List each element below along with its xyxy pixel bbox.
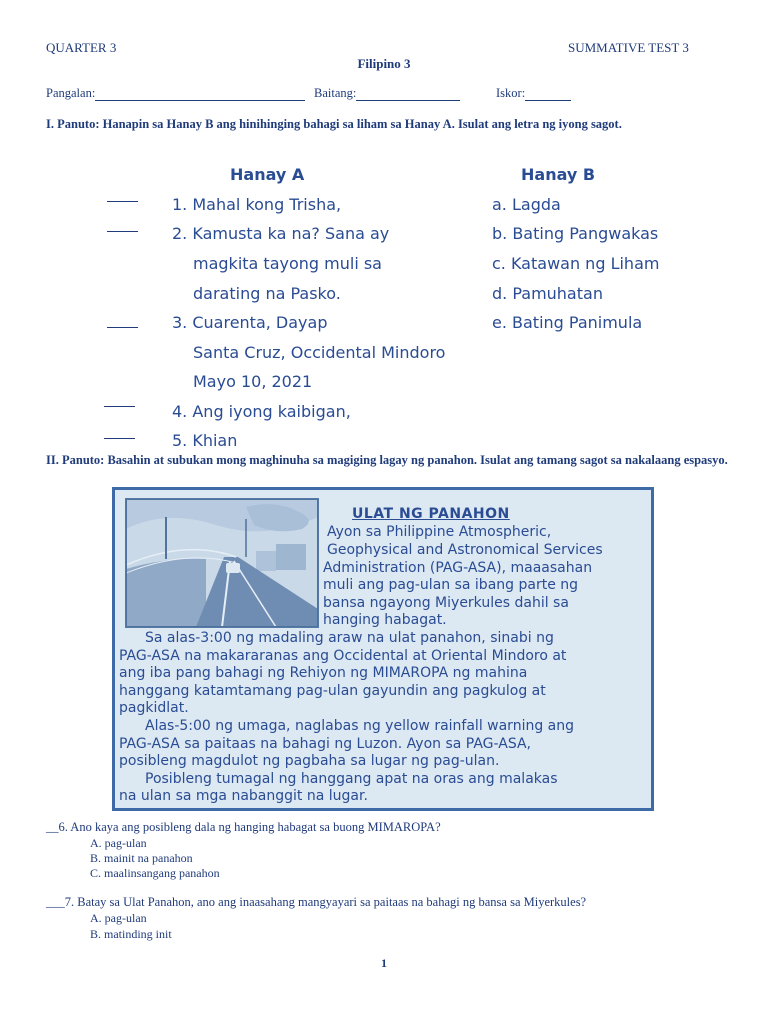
column-a-title: Hanay A bbox=[230, 165, 305, 184]
subject-title: Filipino 3 bbox=[357, 56, 411, 71]
report-line: hanging habagat. bbox=[323, 612, 447, 628]
answer-blank-4[interactable] bbox=[104, 406, 135, 407]
question-6-option-b: B. mainit na panahon bbox=[90, 851, 193, 865]
column-a-item: 2. Kamusta ka na? Sana ay bbox=[172, 224, 390, 243]
answer-blank-2[interactable] bbox=[107, 231, 138, 232]
grade-field bbox=[314, 86, 460, 101]
report-line: Alas-5:00 ng umaga, naglabas ng yellow rainfall warning ang bbox=[145, 718, 575, 734]
column-a-item: darating na Pasko. bbox=[193, 284, 341, 303]
column-a-item: 1. Mahal kong Trisha, bbox=[172, 195, 342, 214]
column-b-title: Hanay B bbox=[521, 165, 596, 184]
report-line: posibleng magdulot ng pagbaha sa lugar ng pag-ulan. bbox=[119, 753, 500, 769]
report-line: Ayon sa Philippine Atmospheric, bbox=[327, 524, 552, 540]
question-7-text: 7. Batay sa Ulat Panahon, ano ang inaasahang mangyayari sa paitaas na bahagi ng bansa sa Miyerkules? bbox=[64, 895, 587, 909]
question-6 bbox=[46, 820, 441, 835]
name-blank[interactable] bbox=[95, 88, 305, 101]
report-line: muli ang pag-ulan sa ibang parte ng bbox=[323, 577, 579, 593]
question-6-option-c: C. maalinsangang panahon bbox=[90, 866, 220, 880]
test-label: SUMMATIVE TEST 3 bbox=[568, 40, 689, 55]
answer-blank-3[interactable] bbox=[107, 327, 138, 328]
report-line: PAG-ASA na makararanas ang Occidental at Oriental Mindoro at bbox=[119, 648, 567, 664]
report-line: Sa alas-3:00 ng madaling araw na ulat panahon, sinabi ng bbox=[145, 630, 554, 646]
score-blank[interactable] bbox=[525, 88, 571, 101]
part2-instruction: II. Panuto: Basahin at subukan mong maghinuha sa magiging lagay ng panahon. Isulat ang tamang sagot sa nakalaang espasyo. bbox=[46, 453, 728, 467]
column-b-item: c. Katawan ng Liham bbox=[492, 254, 660, 273]
column-a-item: Santa Cruz, Occidental Mindoro bbox=[193, 343, 446, 362]
report-line: bansa ngayong Miyerkules dahil sa bbox=[323, 595, 569, 611]
column-a-item: magkita tayong muli sa bbox=[193, 254, 382, 273]
weather-report-box bbox=[112, 487, 654, 811]
question-7-option-b: B. matinding init bbox=[90, 927, 172, 941]
weather-report-title: ULAT NG PANAHON bbox=[352, 506, 510, 522]
answer-blank-6[interactable]: __ bbox=[46, 820, 59, 834]
column-b-item: b. Bating Pangwakas bbox=[492, 224, 659, 243]
report-line: PAG-ASA sa paitaas na bahagi ng Luzon. Ayon sa PAG-ASA, bbox=[119, 736, 532, 752]
question-7-option-a: A. pag-ulan bbox=[90, 911, 147, 925]
column-a-item: 3. Cuarenta, Dayap bbox=[172, 313, 328, 332]
score-field bbox=[496, 86, 571, 101]
question-7 bbox=[46, 895, 586, 910]
column-b-item: d. Pamuhatan bbox=[492, 284, 603, 303]
answer-blank-7[interactable]: ___ bbox=[46, 895, 65, 909]
name-field bbox=[46, 86, 305, 101]
grade-blank[interactable] bbox=[356, 88, 460, 101]
report-line: Posibleng tumagal ng hanggang apat na oras ang malakas bbox=[145, 771, 558, 787]
page-number: 1 bbox=[381, 956, 387, 970]
column-a-item: 5. Khian bbox=[172, 431, 238, 450]
column-a-item: Mayo 10, 2021 bbox=[193, 372, 313, 391]
part1-instruction: I. Panuto: Hanapin sa Hanay B ang hinihinging bahagi sa liham sa Hanay A. Isulat ang letra ng iyong sagot. bbox=[46, 117, 622, 131]
report-line: Geophysical and Astronomical Services bbox=[327, 542, 603, 558]
question-6-option-a: A. pag-ulan bbox=[90, 836, 147, 850]
column-a-item: 4. Ang iyong kaibigan, bbox=[172, 402, 351, 421]
column-b-item: e. Bating Panimula bbox=[492, 313, 643, 332]
answer-blank-1[interactable] bbox=[107, 201, 138, 202]
report-line: na ulan sa mga nabanggit na lugar. bbox=[119, 788, 368, 804]
report-line: Administration (PAG-ASA), maaasahan bbox=[323, 560, 593, 576]
name-label: Pangalan: bbox=[46, 86, 96, 100]
answer-blank-5[interactable] bbox=[104, 438, 135, 439]
report-line: pagkidlat. bbox=[119, 700, 189, 716]
report-line: ang iba pang bahagi ng Rehiyon ng MIMAROPA ng mahina bbox=[119, 665, 528, 681]
question-6-text: 6. Ano kaya ang posibleng dala ng hanging habagat sa buong MIMAROPA? bbox=[58, 820, 441, 834]
quarter-label: QUARTER 3 bbox=[46, 40, 117, 55]
score-label: Iskor: bbox=[496, 86, 526, 100]
column-b-item: a. Lagda bbox=[492, 195, 561, 214]
report-line: hanggang katamtamang pag-ulan gayundin ang pagkulog at bbox=[119, 683, 546, 699]
grade-label: Baitang: bbox=[314, 86, 357, 100]
road-rain-illustration bbox=[125, 498, 319, 628]
